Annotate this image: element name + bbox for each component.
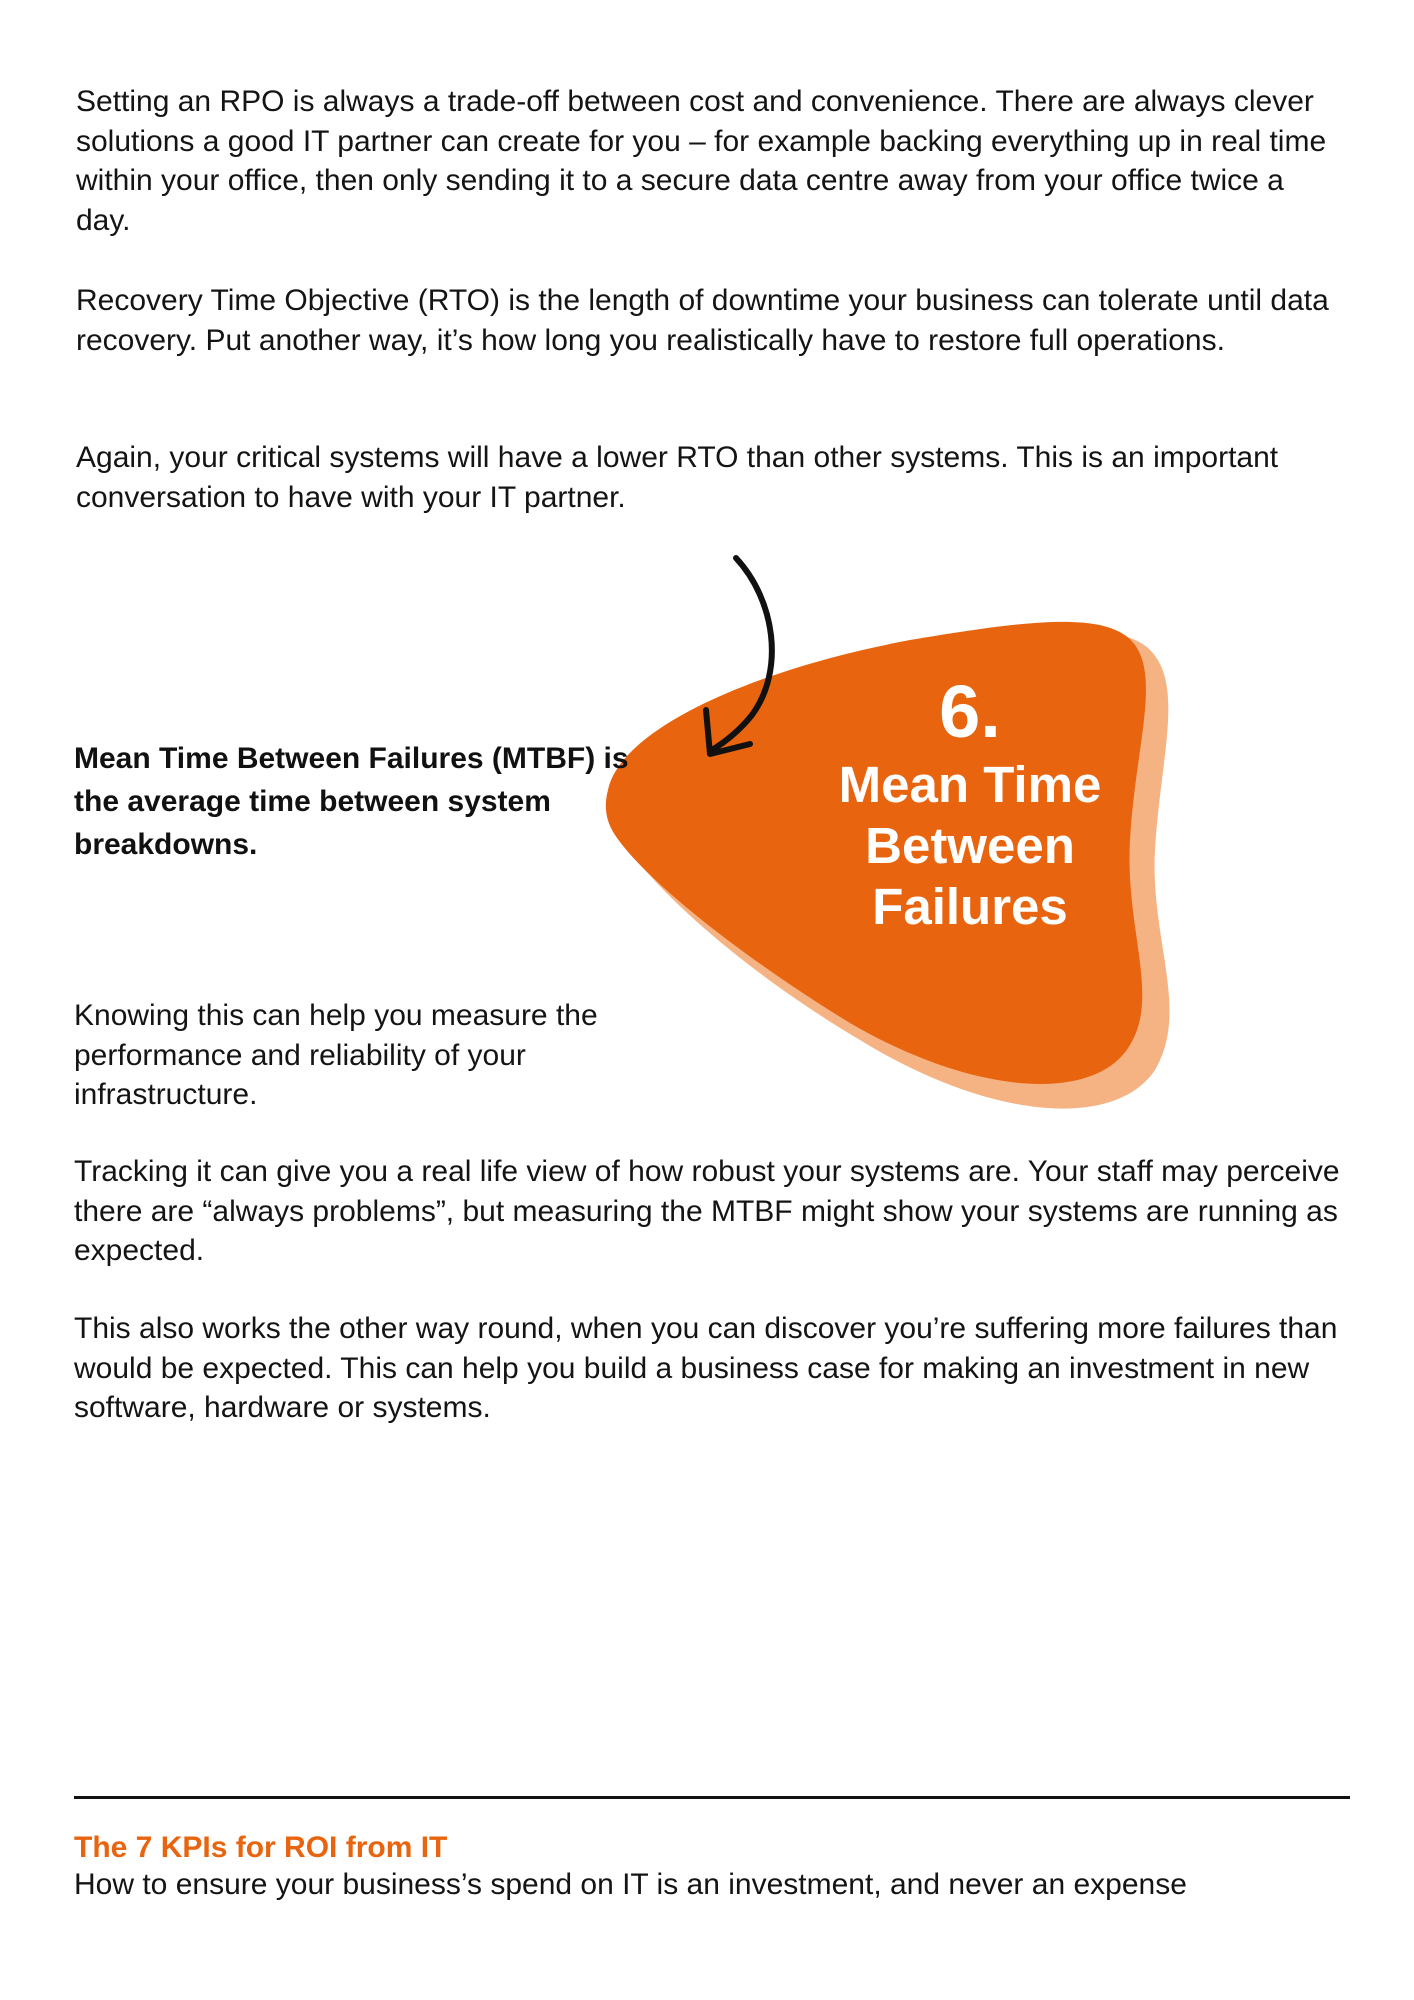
footer-divider <box>74 1796 1350 1799</box>
intro-paragraph-rpo: Setting an RPO is always a trade-off between cost and convenience. There are always clever solutions a good IT partner can create for you – for example backing everything up in real time within your office, then only sending it to a secure data centre away from your office twice a day. <box>76 85 1327 237</box>
kpi-number: 6. <box>939 670 1001 753</box>
curved-arrow-icon <box>690 550 800 770</box>
footer-title: The 7 KPIs for ROI from IT <box>74 1831 448 1864</box>
kpi-paragraph-other-way: This also works the other way round, when you can discover you’re suffering more failures than would be expected. This can help you build a business case for making an investment in new software, hardware or systems. <box>74 1312 1338 1424</box>
kpi-definition: Mean Time Between Failures (MTBF) is the average time between system breakdowns. <box>74 742 629 861</box>
footer-subtitle: How to ensure your business’s spend on IT is an investment, and never an expense <box>74 1868 1187 1901</box>
intro-paragraph-critical: Again, your critical systems will have a lower RTO than other systems. This is an important conversation to have with your IT partner. <box>76 441 1279 514</box>
kpi-title: Mean Time Between Failures <box>838 756 1102 935</box>
kpi-badge <box>590 550 1210 1120</box>
kpi-paragraph-measure: Knowing this can help you measure the performance and reliability of your infrastructure. <box>74 999 598 1111</box>
intro-paragraph-rto: Recovery Time Objective (RTO) is the length of downtime your business can tolerate until data recovery. Put another way, it’s how long you realistically have to restore full operations. <box>76 284 1329 357</box>
kpi-paragraph-tracking: Tracking it can give you a real life view of how robust your systems are. Your staff may perceive there are “always problems”, but measuring the MTBF might show your systems are running as expected. <box>74 1155 1340 1267</box>
